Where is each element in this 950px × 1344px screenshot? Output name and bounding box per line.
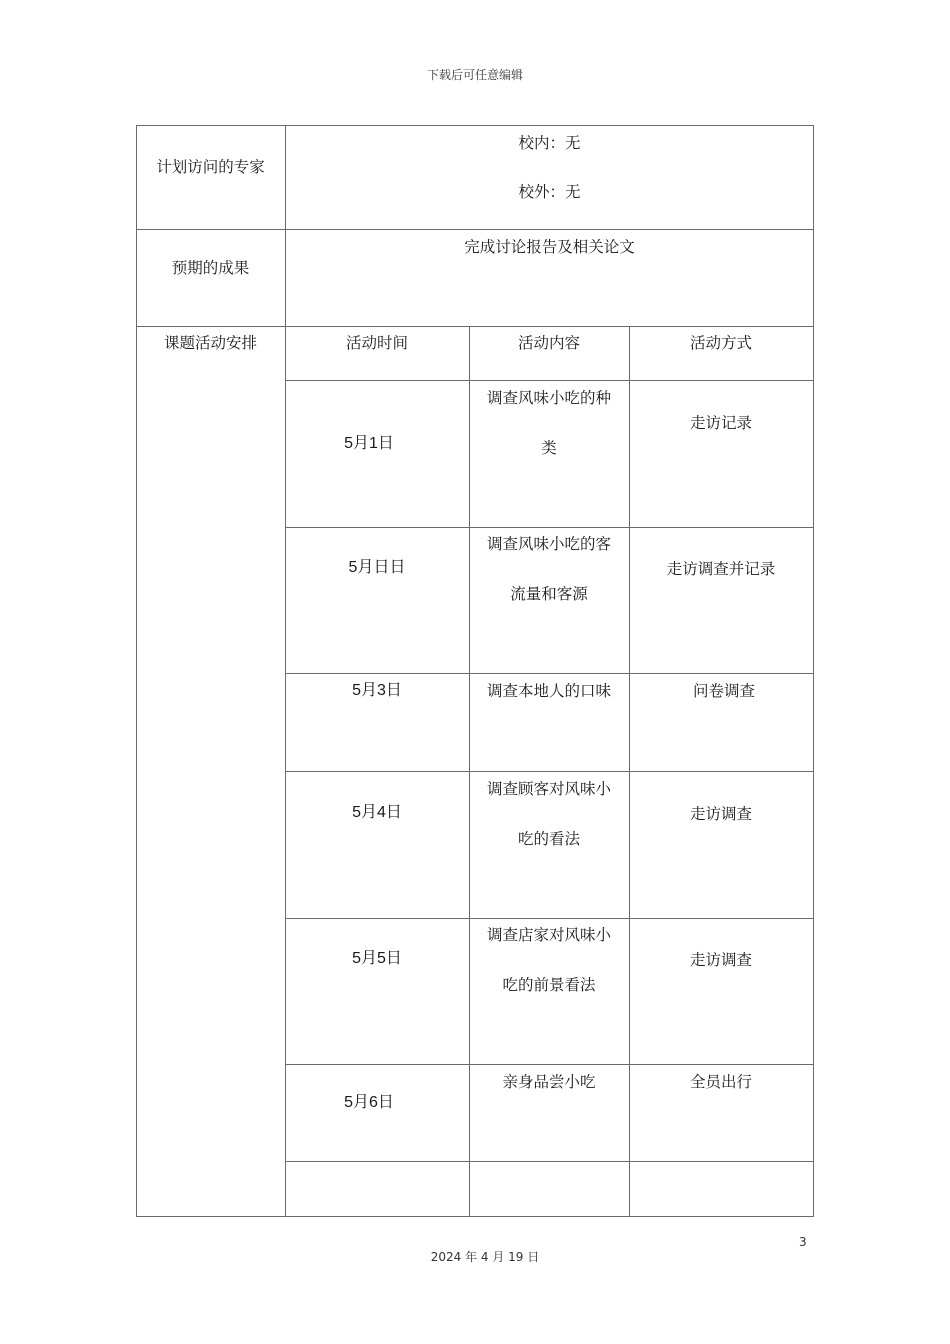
row-method: 走访记录 (689, 414, 752, 432)
row-method: 走访调查并记录 (666, 560, 776, 578)
row-content-line: 调查风味小吃的种 (486, 389, 611, 407)
header-content: 活动内容 (517, 334, 580, 352)
row-date: 5月3日 (352, 682, 402, 699)
header-time: 活动时间 (345, 334, 408, 352)
row-content-line: 亲身品尝小吃 (502, 1073, 596, 1091)
row-content-line: 调查店家对风味小 (486, 926, 611, 944)
row-content-line: 调查本地人的口味 (486, 682, 611, 700)
row-date: 5月1日 (344, 435, 394, 452)
row-content-line: 调查风味小吃的客 (486, 535, 611, 553)
row-date: 5月4日 (352, 804, 402, 821)
row-method: 走访调查 (689, 805, 752, 823)
outcome-value: 完成讨论报告及相关论文 (464, 238, 635, 256)
header-method: 活动方式 (689, 334, 752, 352)
experts-in-school: 校内：无 (518, 134, 581, 152)
row-content-line: 吃的前景看法 (502, 976, 596, 994)
row-date: 5月6日 (344, 1094, 394, 1111)
row-content-line: 流量和客源 (510, 585, 588, 603)
row-content-line: 调查顾客对风味小 (486, 780, 611, 798)
row-date: 5月5日 (352, 950, 402, 967)
footer-date: 2024 年 4 月 19 日 (430, 1250, 540, 1264)
row-date: 5月日日 (348, 559, 406, 576)
row-method: 问卷调查 (692, 682, 755, 700)
row-method: 走访调查 (689, 951, 752, 969)
page-number: 3 (799, 1235, 807, 1249)
experts-label: 计划访问的专家 (156, 158, 265, 176)
row-method: 全员出行 (689, 1073, 752, 1091)
row-content-line: 吃的看法 (517, 830, 580, 848)
row-content-line: 类 (541, 439, 557, 457)
schedule-label: 课题活动安排 (163, 334, 257, 352)
outcome-label: 预期的成果 (171, 259, 250, 277)
page-header: 下载后可任意编辑 (426, 68, 523, 82)
experts-out-school: 校外：无 (518, 183, 581, 201)
